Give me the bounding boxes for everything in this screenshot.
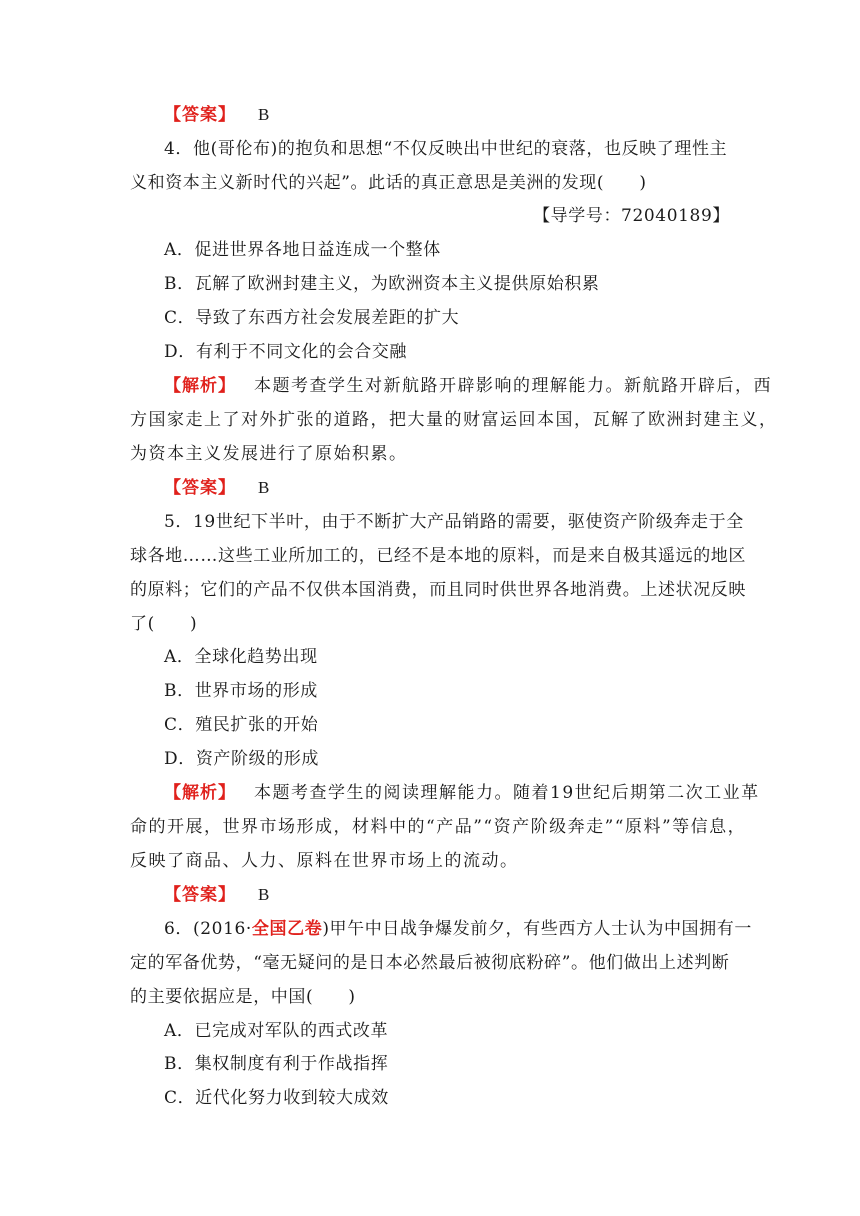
q5-answer-value: B: [258, 885, 270, 904]
q5-stem-line-3: 的原料；它们的产品不仅供本国消费，而且同时供世界各地消费。上述状况反映: [130, 580, 746, 600]
q4-stem-line-1: 4．他(哥伦布)的抱负和思想“不仅反映出中世纪的衰落，也反映了理性主: [164, 139, 728, 159]
q3-answer-line: [164, 104, 730, 126]
q5-stem-line-1: 5．19世纪下半叶，由于不断扩大产品销路的需要，驱使资产阶级奔走于全: [164, 512, 744, 532]
analysis-tag: 【解析】: [164, 376, 236, 396]
q6-option-b: B．集权制度有利于作战指挥: [164, 1054, 389, 1074]
q5-answer-line: [164, 884, 730, 906]
q4-guide-number: 【导学号：72040189】: [533, 206, 730, 226]
q5-analysis-line-3: 反映了商品、人力、原料在世界市场上的流动。: [130, 851, 519, 871]
q5-analysis-text-1: 本题考查学生的阅读理解能力。随着19世纪后期第二次工业革: [254, 783, 760, 803]
q4-analysis-line-2: 方国家走上了对外扩张的道路，把大量的财富运回本国，瓦解了欧洲封建主义，: [130, 410, 778, 430]
q4-option-c: C．导致了东西方社会发展差距的扩大: [164, 308, 460, 328]
q4-analysis-text-1: 本题考查学生对新航路开辟影响的理解能力。新航路开辟后，西: [254, 376, 772, 396]
q6-source: 全国乙卷: [251, 919, 323, 939]
q5-option-a: A．全球化趋势出现: [164, 647, 318, 667]
q4-option-a: A．促进世界各地日益连成一个整体: [164, 240, 441, 260]
q5-option-c: C．殖民扩张的开始: [164, 715, 319, 735]
q4-stem-line-2: 义和资本主义新时代的兴起”。此话的真正意思是美洲的发现( ): [130, 173, 647, 193]
q4-analysis-line-1: [164, 375, 772, 397]
q6-option-a: A．已完成对军队的西式改革: [164, 1021, 389, 1041]
q5-stem-line-2: 球各地……这些工业所加工的，已经不是本地的原料，而是来自极其遥远的地区: [130, 546, 746, 566]
q4-analysis-line-3: 为资本主义发展进行了原始积累。: [130, 444, 408, 464]
q3-answer-value: B: [258, 105, 270, 124]
q5-analysis-line-2: 命的开展，世界市场形成，材料中的“产品”“资产阶级奔走”“原料”等信息，: [130, 817, 747, 837]
answer-tag: 【答案】: [164, 478, 236, 498]
q4-option-b: B．瓦解了欧洲封建主义，为欧洲资本主义提供原始积累: [164, 274, 600, 294]
q6-prefix: 6．(2016·: [164, 919, 252, 939]
q5-analysis-line-1: [164, 782, 760, 804]
analysis-tag: 【解析】: [164, 783, 236, 803]
q5-stem-line-4: 了( ): [130, 614, 198, 634]
q6-stem-rest: )甲午中日战争爆发前夕，有些西方人士认为中国拥有一: [322, 919, 752, 939]
q4-option-d: D．有利于不同文化的会合交融: [164, 342, 408, 362]
answer-tag: 【答案】: [164, 105, 236, 125]
q5-option-b: B．世界市场的形成: [164, 681, 318, 701]
q6-option-c: C．近代化努力收到较大成效: [164, 1088, 389, 1108]
q5-option-d: D．资产阶级的形成: [164, 749, 320, 769]
answer-tag: 【答案】: [164, 885, 236, 905]
q4-answer-value: B: [258, 478, 270, 497]
q6-stem-line-3: 的主要依据应是，中国( ): [130, 987, 356, 1007]
q6-stem-line-2: 定的军备优势，“毫无疑问的是日本必然最后被彻底粉碎”。他们做出上述判断: [130, 953, 730, 973]
q6-stem-line-1: [164, 918, 752, 940]
q4-answer-line: [164, 477, 730, 499]
